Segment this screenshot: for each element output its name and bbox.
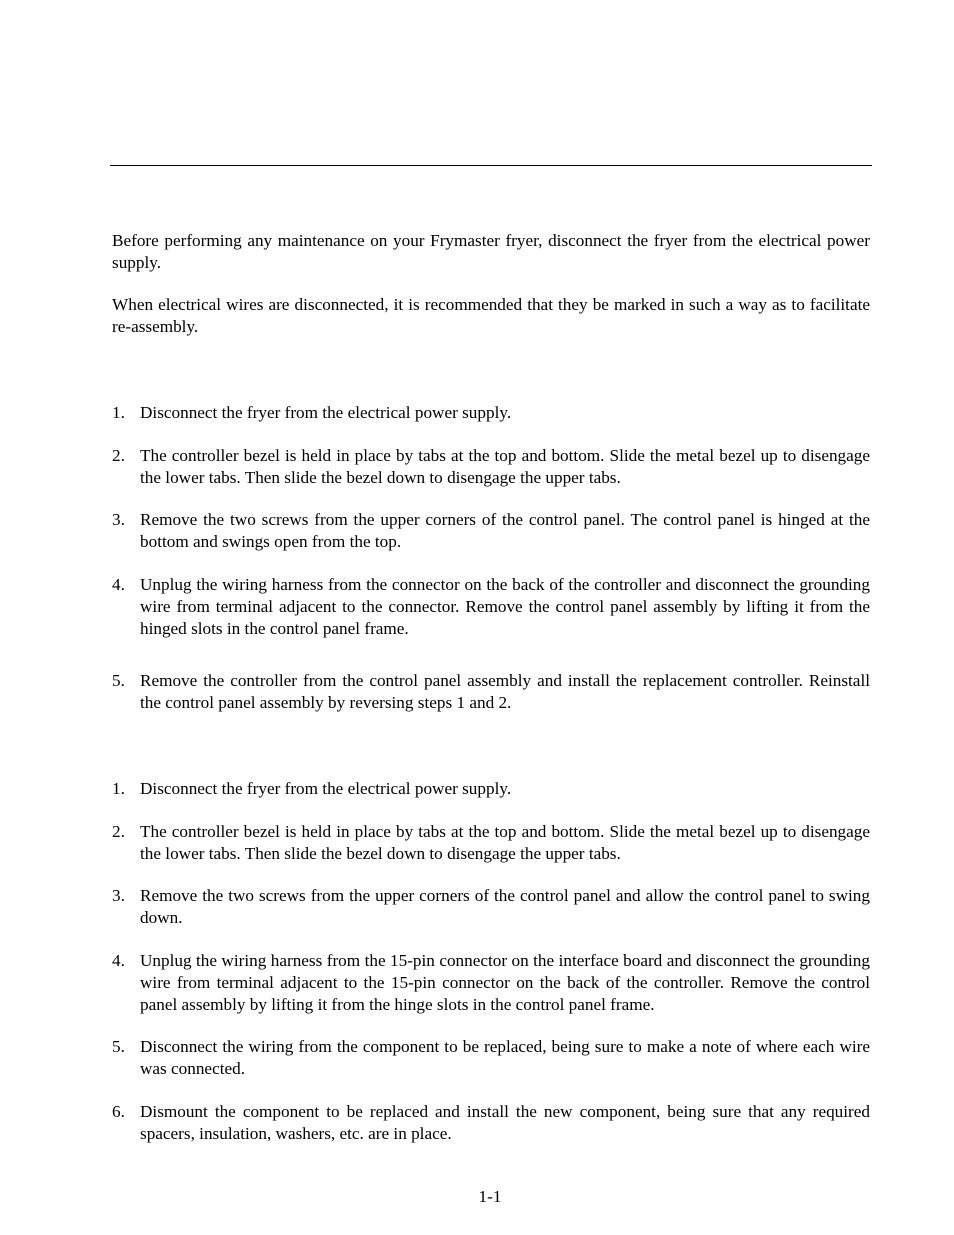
step-number: 6. bbox=[112, 1102, 125, 1121]
step-number: 3. bbox=[112, 886, 125, 905]
step-number: 4. bbox=[112, 951, 125, 970]
step-text: Disconnect the fryer from the electrical power supply. bbox=[140, 779, 512, 798]
list-item bbox=[112, 402, 870, 424]
list-item bbox=[112, 1036, 870, 1080]
intro-paragraph-wires: When electrical wires are disconnected, it is recommended that they be marked in such a way as to facilitate re-assembly. bbox=[112, 295, 870, 336]
step-number: 1. bbox=[112, 403, 125, 422]
list-item bbox=[112, 574, 870, 640]
step-text: Unplug the wiring harness from the connector on the back of the controller and disconnect the grounding wire from terminal adjacent to the connector. Remove the control panel assembly by lifting it from the hinged slots in the control panel frame. bbox=[140, 575, 870, 638]
header-rule bbox=[110, 165, 872, 166]
list-item bbox=[112, 885, 870, 929]
step-number: 3. bbox=[112, 510, 125, 529]
page-number: 1-1 bbox=[478, 1187, 502, 1206]
step-text: Remove the controller from the control panel assembly and install the replacement controller. Reinstall the control panel assembly by reversing steps 1 and 2. bbox=[140, 671, 870, 712]
step-text: Disconnect the fryer from the electrical power supply. bbox=[140, 403, 512, 422]
step-text: Remove the two screws from the upper corners of the control panel and allow the control panel to swing down. bbox=[140, 886, 870, 927]
list-item bbox=[112, 1101, 870, 1145]
step-number: 4. bbox=[112, 575, 125, 594]
step-text: Dismount the component to be replaced and install the new component, being sure that any required spacers, insulation, washers, etc. are in place. bbox=[140, 1102, 870, 1143]
step-number: 1. bbox=[112, 779, 125, 798]
list-item bbox=[112, 778, 870, 800]
step-text: The controller bezel is held in place by tabs at the top and bottom. Slide the metal bezel up to disengage the lower tabs. Then slide the bezel down to disengage the upper tabs. bbox=[140, 822, 870, 863]
step-number: 5. bbox=[112, 1037, 125, 1056]
intro-paragraph-power: Before performing any maintenance on your Frymaster fryer, disconnect the fryer from the electrical power supply. bbox=[112, 231, 870, 272]
step-text: The controller bezel is held in place by tabs at the top and bottom. Slide the metal bezel up to disengage the lower tabs. Then slide the bezel down to disengage the upper tabs. bbox=[140, 446, 870, 487]
step-number: 5. bbox=[112, 671, 125, 690]
step-number: 2. bbox=[112, 446, 125, 465]
step-number: 2. bbox=[112, 822, 125, 841]
step-text: Remove the two screws from the upper corners of the control panel. The control panel is hinged at the bottom and swings open from the top. bbox=[140, 510, 870, 551]
list-item bbox=[112, 821, 870, 865]
list-item bbox=[112, 509, 870, 553]
list-item bbox=[112, 950, 870, 1016]
step-text: Unplug the wiring harness from the 15-pin connector on the interface board and disconnect the grounding wire from terminal adjacent to the 15-pin connector on the back of the controller. Remove the control panel assembly by lifting it from the hinge slots in the control panel frame. bbox=[140, 951, 870, 1014]
list-item bbox=[112, 445, 870, 489]
list-item bbox=[112, 670, 870, 714]
step-text: Disconnect the wiring from the component to be replaced, being sure to make a note of where each wire was connected. bbox=[140, 1037, 870, 1078]
